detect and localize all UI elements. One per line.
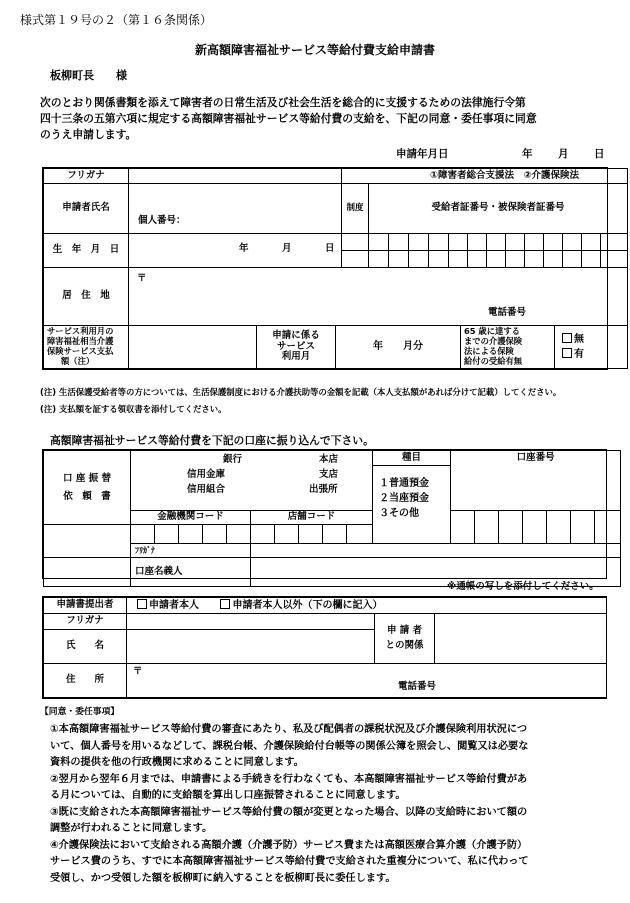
bank-type-shinkin: 信用金庫 — [187, 469, 226, 480]
account-digit[interactable] — [547, 511, 571, 544]
cert-digit[interactable] — [544, 251, 563, 268]
postal-mark: 〒 — [137, 273, 147, 284]
age-65-label: 65 歳に達する までの介護保険 法による保険 給付の受給有無 — [461, 326, 555, 368]
submitter-name-field[interactable] — [127, 630, 375, 664]
consent-body — [50, 722, 610, 887]
submitter-name-label: 氏 名 — [44, 630, 127, 664]
institution-code-digit[interactable] — [155, 525, 179, 544]
submitter-furigana-label: フリガナ — [44, 614, 127, 630]
type-ordinary[interactable]: １普通預金 — [379, 478, 430, 489]
service-payment-label: サービス利用月の 障害福祉相当介護 保険サービス支払 額（注） — [44, 326, 129, 369]
holder-furigana-label: ﾌﾘｶﾞﾅ — [131, 544, 251, 558]
cert-digit[interactable] — [544, 234, 563, 251]
consent-heading: 【同意・委任事項】 — [40, 707, 120, 717]
date-label: 申請年月日 — [396, 148, 449, 160]
date-year: 年 — [522, 148, 533, 160]
cert-digit[interactable] — [563, 234, 582, 251]
branch-code-label: 店舗コード — [251, 511, 373, 525]
consent-line: サービス費のうち、すでに本高額障害福祉サービス等給付費で支給された重複分について、私に代わって — [50, 856, 529, 867]
system-cell[interactable] — [342, 234, 369, 251]
type-current[interactable]: ２当座預金 — [379, 493, 430, 504]
bank-table — [43, 450, 621, 587]
bank-type-kumiai: 信用組合 — [187, 484, 226, 495]
institution-code-digit[interactable] — [179, 525, 203, 544]
account-number-header: 口座番号 — [451, 451, 621, 511]
branch-type-shiten: 支店 — [319, 469, 339, 480]
cert-digit[interactable] — [468, 234, 487, 251]
account-digit[interactable] — [571, 511, 595, 544]
service-month-label: 申請に係る サービス 利用月 — [257, 326, 336, 368]
applicant-name-label: 申請者氏名 — [44, 184, 129, 234]
furigana-field[interactable] — [129, 169, 342, 184]
submitter-label: 申請書提出者 — [44, 598, 127, 614]
checkbox-icon — [562, 333, 572, 343]
dob-month: 月 — [282, 243, 292, 254]
submitter-address-label: 住 所 — [44, 664, 127, 698]
cert-digit[interactable] — [449, 234, 468, 251]
cert-number-label: 受給者証番号・被保険者証番号 — [369, 184, 628, 234]
service-payment-field[interactable] — [129, 326, 257, 368]
option-other[interactable]: 申請者本人以外（下の欄に記入） — [220, 600, 382, 611]
cert-digit[interactable] — [409, 234, 429, 251]
institution-name-field[interactable] — [131, 451, 373, 511]
cert-digit[interactable] — [601, 251, 628, 268]
cert-digit[interactable] — [601, 234, 628, 251]
consent-line: ②翌月から翌年６月までは、申請書による手続きを行わなくても、本高額障害福祉サービス等給付費があ — [50, 773, 528, 785]
cert-digit[interactable] — [449, 251, 468, 268]
system-label: 制度 — [342, 184, 369, 234]
address-label: 居 住 地 — [44, 268, 129, 326]
cert-digit[interactable] — [429, 251, 449, 268]
consent-line: ①本高額障害福祉サービス等給付費の審査にあたり、私及び配偶者の課税状況及び介護保険利用状況につ — [50, 724, 528, 735]
addressee: 板柳町長 様 — [50, 69, 127, 82]
relation-field[interactable] — [435, 614, 607, 664]
cert-digit[interactable] — [487, 251, 506, 268]
cert-digit[interactable] — [409, 251, 429, 268]
intro-line-2: 四十三条の五第六項に規定する高額障害福祉サービス等給付費の支給を、下記の同意・委任事項に同意 — [40, 112, 537, 125]
branch-code-digit[interactable] — [275, 525, 299, 544]
intro-line-3: のうえ申請します。 — [40, 128, 137, 141]
consent-line: 調整が行われることに同意します。 — [50, 823, 213, 834]
cert-digit[interactable] — [389, 251, 409, 268]
date-day: 日 — [594, 148, 605, 160]
cert-digit[interactable] — [487, 234, 506, 251]
address-field[interactable] — [129, 268, 628, 326]
consent-line: いて、個人番号を用いるなどして、課税台帳、介護保険給付台帳等の関係公簿を照会し、閲覧又は必要な — [50, 740, 529, 752]
branch-type-honten: 本店 — [319, 454, 339, 465]
relation-label: 申 請 者 との関係 — [375, 614, 435, 664]
consent-line: ③既に支給された本高額障害福祉サービス等給付費の額が変更となった場合、以降の支給時において額の — [50, 806, 528, 818]
checkbox-icon — [562, 348, 572, 358]
submitter-furigana-field[interactable] — [127, 614, 375, 630]
transfer-request-label: 口 座 振 替 依 頼 書 — [44, 451, 131, 525]
institution-code-label: 金融機関コード — [131, 511, 251, 525]
checkbox-icon — [220, 599, 230, 609]
insurance-options: ①障害者総合支援法 ②介護保険法 — [342, 169, 628, 184]
account-digit[interactable] — [475, 511, 499, 544]
submitter-phone-label: 電話番号 — [398, 681, 437, 692]
option-yes[interactable]: 有 — [562, 347, 627, 362]
applicant-table — [43, 168, 628, 369]
holder-furigana-field[interactable] — [251, 544, 621, 558]
cert-digit[interactable] — [369, 251, 389, 268]
passbook-note: ※通帳の写しを添付してください。 — [447, 581, 599, 592]
submitter-table — [43, 597, 607, 698]
form-title: 新高額障害福祉サービス等給付費支給申請書 — [194, 43, 435, 57]
account-type-cell: 種目 １普通預金 ２当座預金 ３その他 — [373, 451, 451, 544]
cert-digit[interactable] — [582, 234, 601, 251]
note-1: (注) 生活保護受給者等の方については、生活保護制度における介護扶助等の金額を記載（本人支払額があれば分けて記載）してください。 — [40, 387, 562, 397]
cert-digit[interactable] — [429, 234, 449, 251]
cert-digit[interactable] — [506, 251, 525, 268]
account-digit[interactable] — [595, 511, 621, 544]
branch-code-digit[interactable] — [299, 525, 323, 544]
form-number: 様式第１９号の２（第１６条関係） — [20, 13, 213, 27]
cert-digit[interactable] — [468, 251, 487, 268]
institution-code-digit[interactable] — [203, 525, 227, 544]
cert-digit[interactable] — [525, 234, 544, 251]
type-other[interactable]: ３その他 — [379, 508, 420, 519]
dob-label: 生 年 月 日 — [44, 234, 129, 268]
consent-line: 資料の提供を他の行政機関に求めることに同意します。 — [50, 757, 304, 768]
branch-type-shutchojo: 出張所 — [309, 484, 338, 495]
furigana-label: フリガナ — [44, 169, 129, 184]
consent-line: ④介護保険法において支給される高額介護（介護予防）サービス費または高額医療合算介護（介護予防） — [50, 839, 528, 851]
date-month: 月 — [558, 148, 569, 160]
account-digit[interactable] — [451, 511, 475, 544]
intro-line-1: 次のとおり関係書類を添えて障害者の日常生活及び社会生活を総合的に支援するための法律施行令第 — [40, 96, 526, 109]
cert-digit[interactable] — [563, 251, 582, 268]
option-no[interactable]: 無 — [562, 332, 627, 347]
cert-digit[interactable] — [582, 251, 601, 268]
phone-label: 電話番号 — [488, 307, 527, 318]
option-self[interactable]: 申請者本人 — [137, 600, 199, 611]
cert-digit[interactable] — [389, 234, 409, 251]
account-digit[interactable] — [523, 511, 547, 544]
bank-type-bank: 銀行 — [223, 454, 243, 465]
holder-label: 口座名義人 — [131, 558, 251, 587]
dob-field[interactable] — [129, 234, 342, 268]
account-digit[interactable] — [499, 511, 523, 544]
cert-digit[interactable] — [369, 234, 389, 251]
branch-code-digit[interactable] — [251, 525, 275, 544]
consent-line: る月については、自動的に支給額を算出し口座振替されることに同意します。 — [50, 790, 406, 801]
age-65-options — [555, 326, 627, 368]
cert-digit[interactable] — [525, 251, 544, 268]
bank-intro: 高額障害福祉サービス等給付費を下記の口座に振り込んで下さい。 — [50, 434, 374, 447]
submitter-address-field[interactable] — [127, 664, 607, 698]
consent-line: 受領し、かつ受領した額を板柳町に納入することを板柳町長に委任します。 — [50, 872, 396, 884]
submitter-postal-mark: 〒 — [133, 666, 143, 677]
my-number-field[interactable]: 個人番号： — [129, 184, 342, 234]
service-month-field[interactable]: 年 月分 — [336, 326, 461, 368]
checkbox-icon — [137, 599, 147, 609]
dob-day: 日 — [325, 243, 335, 254]
cert-digit[interactable] — [506, 234, 525, 251]
dob-year: 年 — [239, 243, 249, 254]
note-2: (注) 支払額を証する領収書を添付してください。 — [40, 404, 227, 414]
system-cell[interactable] — [342, 251, 369, 268]
institution-code-digit[interactable] — [131, 525, 155, 544]
